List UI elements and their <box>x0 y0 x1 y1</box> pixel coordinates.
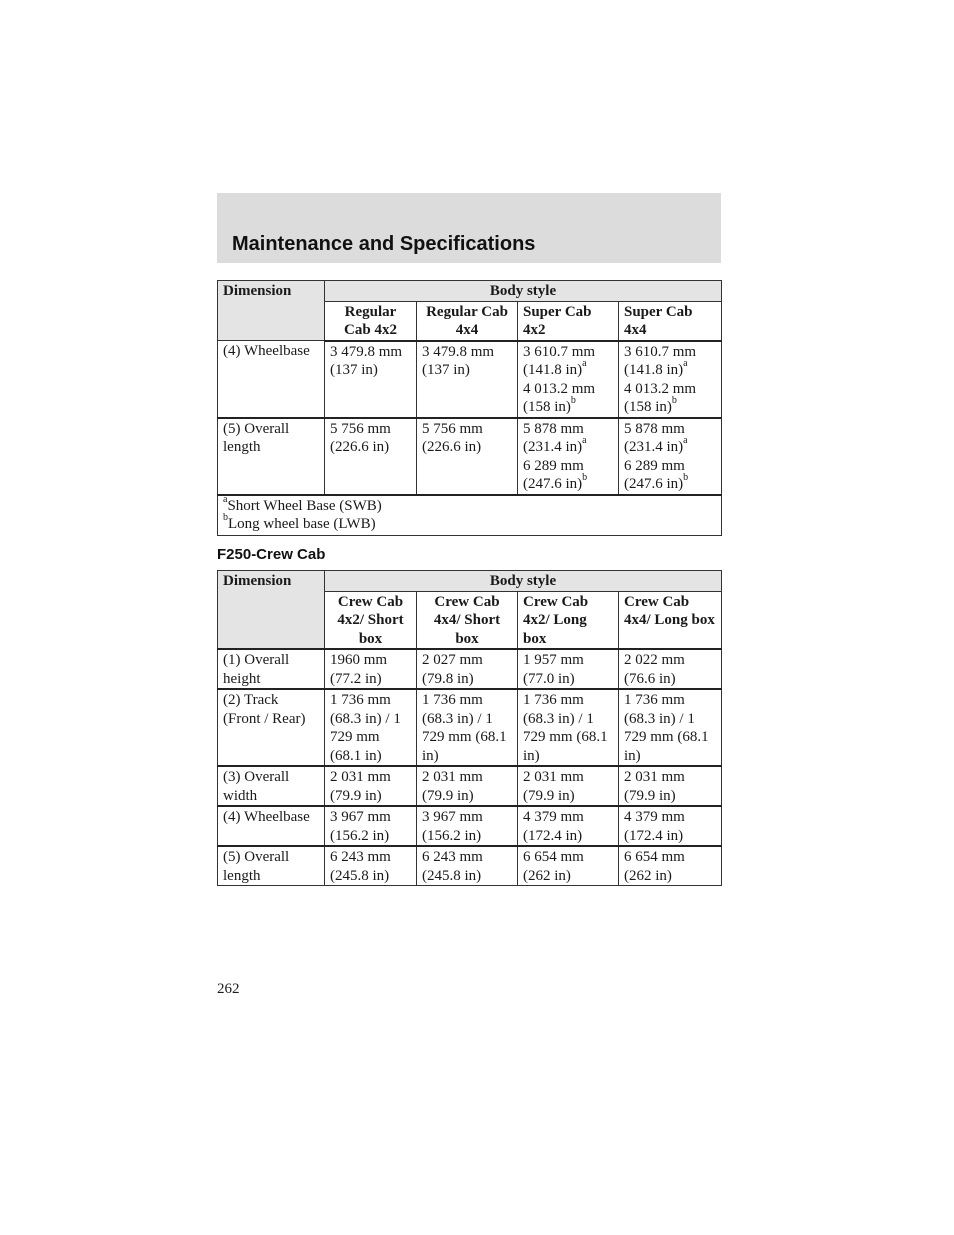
cell-line <box>422 361 512 380</box>
column-header-dimension: Dimension <box>218 281 325 341</box>
table-row <box>218 689 722 766</box>
cell-line <box>523 457 613 476</box>
footnote <box>223 512 716 534</box>
cell-value: 5 878 mm <box>523 420 584 437</box>
cell-line <box>624 420 716 439</box>
table-row <box>218 341 722 418</box>
table-cell: 1 736 mm (68.3 in) / 1 729 mm (68.1 in) <box>325 689 417 766</box>
column-header: Regular Cab 4x4 <box>417 301 518 341</box>
table-row <box>218 649 722 689</box>
column-header: Super Cab 4x2 <box>518 301 619 341</box>
cell-line <box>624 343 716 362</box>
footnote-text: Short Wheel Base (SWB) <box>227 497 382 514</box>
cell-line <box>523 435 613 457</box>
row-label: (2) Track (Front / Rear) <box>218 689 325 766</box>
cell-value: 3 479.8 mm <box>330 343 403 360</box>
cell-value: 5 756 mm <box>422 420 483 437</box>
footnote-mark: b <box>582 472 588 483</box>
cell-value: (231.4 in) <box>523 439 583 455</box>
footnote-mark: b <box>570 395 576 406</box>
cell-value: (137 in) <box>330 362 378 378</box>
cell-line <box>624 472 716 494</box>
table-cell <box>619 418 722 495</box>
footnotes-cell <box>218 495 722 536</box>
table-cell: 2 031 mm (79.9 in) <box>417 766 518 806</box>
table-cell: 6 243 mm (245.8 in) <box>325 846 417 886</box>
table-row <box>218 806 722 846</box>
table-cell: 4 379 mm (172.4 in) <box>619 806 722 846</box>
cell-value: 3 610.7 mm <box>624 343 697 360</box>
row-label: (3) Overall width <box>218 766 325 806</box>
footnotes-row <box>218 495 722 536</box>
spec-table-regular-super-cab <box>217 280 722 536</box>
table-cell: 1 957 mm (77.0 in) <box>518 649 619 689</box>
cell-value: 4 013.2 mm <box>523 380 596 397</box>
row-label: (4) Wheelbase <box>218 806 325 846</box>
page-title: Maintenance and Specifications <box>232 233 536 255</box>
cell-value: 6 289 mm <box>624 457 685 474</box>
cell-value: 3 479.8 mm <box>422 343 495 360</box>
cell-line <box>624 358 716 380</box>
cell-value: 6 289 mm <box>523 457 584 474</box>
cell-value: (231.4 in) <box>624 439 684 455</box>
cell-value: 4 013.2 mm <box>624 380 697 397</box>
column-header-body-style: Body style <box>325 571 722 592</box>
cell-value: (247.6 in) <box>624 476 684 492</box>
row-label: (5) Overall length <box>218 846 325 886</box>
cell-value: (247.6 in) <box>523 476 583 492</box>
footnote-mark: a <box>582 435 587 446</box>
cell-line <box>523 380 613 399</box>
table-cell: 4 379 mm (172.4 in) <box>518 806 619 846</box>
table-cell: 2 031 mm (79.9 in) <box>518 766 619 806</box>
cell-value: (141.8 in) <box>624 362 684 378</box>
table-cell: 1 736 mm (68.3 in) / 1 729 mm (68.1 in) <box>518 689 619 766</box>
page-number: 262 <box>217 981 240 997</box>
cell-line <box>523 343 613 362</box>
table-cell: 3 967 mm (156.2 in) <box>417 806 518 846</box>
footnote-mark: b <box>671 395 677 406</box>
table-row <box>218 418 722 495</box>
table-cell: 1 736 mm (68.3 in) / 1 729 mm (68.1 in) <box>619 689 722 766</box>
column-header: Regular Cab 4x2 <box>325 301 417 341</box>
row-label: (1) Overall height <box>218 649 325 689</box>
row-label: (5) Overall length <box>218 418 325 495</box>
cell-line <box>422 420 512 439</box>
footnote-mark: a <box>582 358 587 369</box>
column-header: Crew Cab 4x4/ Short box <box>417 591 518 649</box>
footnote-mark: b <box>223 512 228 523</box>
cell-value: (137 in) <box>422 362 470 378</box>
spec-table-crew-cab <box>217 570 722 886</box>
row-label: (4) Wheelbase <box>218 341 325 418</box>
table-cell: 2 031 mm (79.9 in) <box>619 766 722 806</box>
column-header-body-style: Body style <box>325 281 722 302</box>
footnote-mark: a <box>683 435 688 446</box>
cell-line <box>624 435 716 457</box>
column-header: Crew Cab 4x2/ Short box <box>325 591 417 649</box>
footnote-mark: b <box>683 472 689 483</box>
cell-line <box>523 420 613 439</box>
column-header-dimension: Dimension <box>218 571 325 650</box>
table-cell <box>518 418 619 495</box>
cell-value: (226.6 in) <box>422 439 482 455</box>
section-heading: F250-Crew Cab <box>217 546 326 563</box>
table-cell: 2 022 mm (76.6 in) <box>619 649 722 689</box>
cell-value: 5 756 mm <box>330 420 391 437</box>
table-cell: 1960 mm (77.2 in) <box>325 649 417 689</box>
footnote-text: Long wheel base (LWB) <box>228 516 376 532</box>
cell-line <box>523 358 613 380</box>
cell-value: 5 878 mm <box>624 420 685 437</box>
cell-value: (158 in) <box>624 399 672 415</box>
table-cell <box>518 341 619 418</box>
cell-line <box>330 438 411 457</box>
column-header: Crew Cab 4x4/ Long box <box>619 591 722 649</box>
cell-line <box>523 395 613 417</box>
cell-line <box>624 395 716 417</box>
table-cell <box>417 418 518 495</box>
cell-value: (158 in) <box>523 399 571 415</box>
cell-value: (141.8 in) <box>523 362 583 378</box>
cell-line <box>330 343 411 362</box>
footnote-mark: a <box>683 358 688 369</box>
table-cell <box>325 418 417 495</box>
table-cell: 6 243 mm (245.8 in) <box>417 846 518 886</box>
table-cell: 6 654 mm (262 in) <box>518 846 619 886</box>
cell-line <box>624 457 716 476</box>
table-cell <box>325 341 417 418</box>
table-cell: 1 736 mm (68.3 in) / 1 729 mm (68.1 in) <box>417 689 518 766</box>
cell-line <box>422 343 512 362</box>
table-row <box>218 846 722 886</box>
column-header: Super Cab 4x4 <box>619 301 722 341</box>
cell-value: (226.6 in) <box>330 439 390 455</box>
table-cell: 6 654 mm (262 in) <box>619 846 722 886</box>
table-cell: 2 031 mm (79.9 in) <box>325 766 417 806</box>
footnote <box>223 493 716 516</box>
cell-line <box>330 361 411 380</box>
table-cell <box>619 341 722 418</box>
table-row <box>218 766 722 806</box>
cell-line <box>330 420 411 439</box>
table-cell: 3 967 mm (156.2 in) <box>325 806 417 846</box>
cell-line <box>624 380 716 399</box>
column-header: Crew Cab 4x2/ Long box <box>518 591 619 649</box>
footnote-mark: a <box>223 493 228 505</box>
table-cell <box>417 341 518 418</box>
cell-line <box>523 472 613 494</box>
table-cell: 2 027 mm (79.8 in) <box>417 649 518 689</box>
cell-line <box>422 438 512 457</box>
cell-value: 3 610.7 mm <box>523 343 596 360</box>
section-header-band <box>217 193 721 263</box>
